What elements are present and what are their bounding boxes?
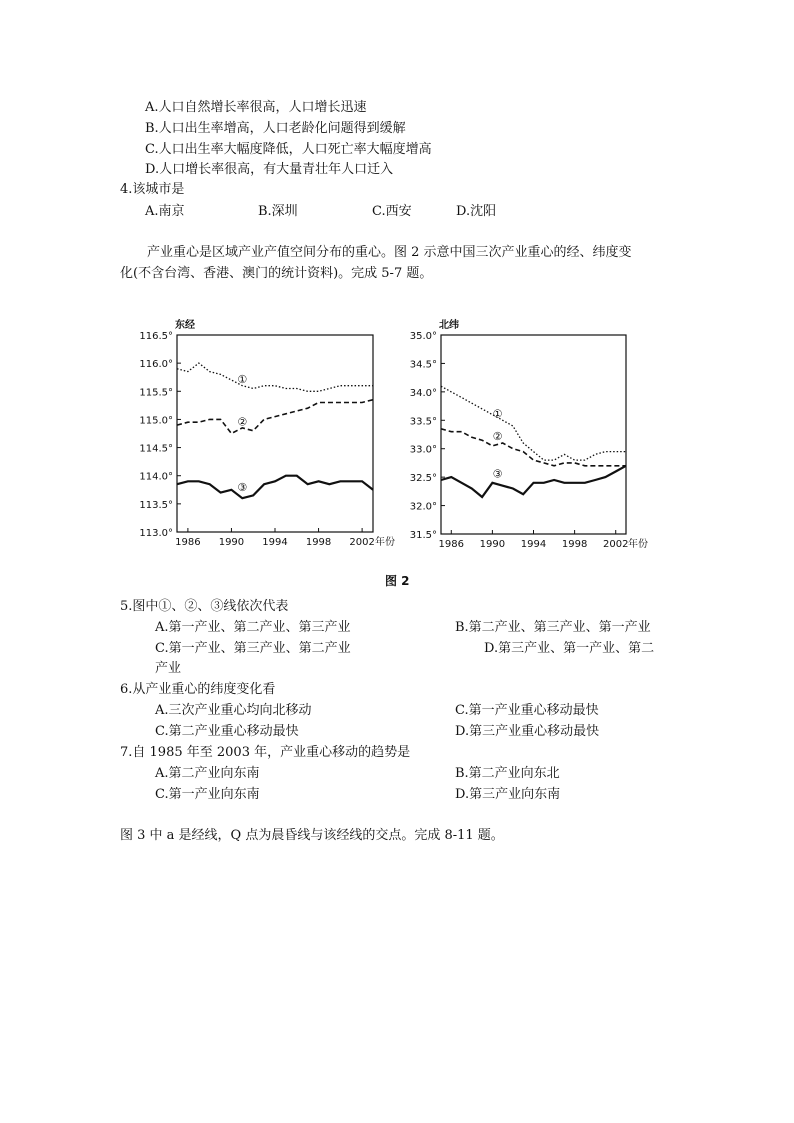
- lat-series-marker: ②: [492, 430, 503, 444]
- lat-ytick-label: 33.0°: [409, 444, 437, 456]
- lon-ytick-label: 115.5°: [139, 387, 173, 399]
- lat-xtick-label: 1998: [561, 539, 588, 550]
- q5-stem: 5.图中①、②、③线依次代表: [120, 599, 289, 614]
- lon-frame: [177, 335, 373, 532]
- lat-frame: [441, 335, 626, 534]
- intro-5-7-line1: 产业重心是区域产业产值空间分布的重心。图 2 示意中国三次产业重心的经、纬度变: [147, 245, 632, 260]
- q4-option-c: C.西安: [372, 204, 412, 219]
- q7-option-c: C.第一产业向东南: [155, 787, 260, 802]
- lat-xtick-label: 1986: [438, 539, 465, 550]
- q5-option-d-cont: 产业: [155, 661, 182, 676]
- q7-stem: 7.自 1985 年至 2003 年，产业重心移动的趋势是: [120, 745, 411, 760]
- lat-ytick-label: 35.0°: [409, 331, 437, 342]
- lon-ytick-label: 115.0°: [139, 415, 173, 427]
- lat-ytick-label: 34.5°: [409, 359, 437, 371]
- lat-x-label: 年份: [628, 539, 648, 550]
- lon-xtick-label: 1994: [262, 537, 288, 548]
- lat-series-marker: ①: [492, 407, 503, 421]
- lat-xtick-label: 1994: [520, 539, 547, 550]
- lon-ytick-label: 116.0°: [139, 359, 173, 371]
- q6-option-c2: C.第二产业重心移动最快: [155, 724, 299, 739]
- q5-option-c: C.第一产业、第三产业、第二产业: [155, 641, 351, 656]
- lon-ytick-label: 116.5°: [139, 331, 173, 342]
- lat-series-2: [441, 429, 626, 466]
- q3-option-d: D.人口增长率很高，有大量青壮年人口迁入: [145, 162, 394, 177]
- lon-ytick-label: 114.5°: [139, 443, 173, 455]
- lon-series-3: [177, 476, 373, 499]
- latitude-chart: [410, 318, 648, 550]
- lon-series-marker: ①: [237, 372, 248, 386]
- lon-xtick-label: 2002: [349, 537, 375, 548]
- lon-xtick-label: 1986: [175, 537, 201, 548]
- q7-option-d: D.第三产业向东南: [455, 787, 561, 802]
- q4-option-d: D.沈阳: [456, 204, 497, 219]
- lon-ytick-label: 113.0°: [139, 528, 173, 539]
- longitude-chart: [139, 318, 395, 548]
- lat-ytick-label: 33.5°: [409, 416, 437, 428]
- q3-option-c: C.人口出生率大幅度降低，人口死亡率大幅度增高: [145, 142, 432, 157]
- q6-stem: 6.从产业重心的纬度变化看: [120, 682, 276, 697]
- lon-series-2: [177, 400, 373, 434]
- q4-option-a: A.南京: [145, 204, 185, 219]
- lat-ytick-label: 31.5°: [409, 530, 437, 541]
- q7-option-b: B.第二产业向东北: [455, 766, 560, 781]
- lat-ytick-label: 34.0°: [409, 387, 437, 399]
- lat-ytick-label: 32.0°: [409, 501, 437, 513]
- lon-series-marker: ③: [237, 480, 248, 494]
- lat-series-1: [441, 386, 626, 460]
- lat-xtick-label: 2002: [602, 539, 629, 550]
- q3-option-a: A.人口自然增长率很高，人口增长迅速: [145, 100, 367, 115]
- lon-series-marker: ②: [237, 415, 248, 429]
- q6-option-d: D.第三产业重心移动最快: [455, 724, 600, 739]
- lon-ytick-label: 114.0°: [139, 471, 173, 483]
- q4-option-b: B.深圳: [258, 204, 298, 219]
- lon-axis-label: 东经: [175, 320, 195, 331]
- q5-option-a: A.第一产业、第二产业、第三产业: [155, 620, 351, 635]
- lon-x-label: 年份: [375, 537, 395, 548]
- q6-option-c: C.第一产业重心移动最快: [455, 703, 599, 718]
- lat-xtick-label: 1990: [479, 539, 506, 550]
- lon-ytick-label: 113.5°: [139, 499, 173, 511]
- lon-xtick-label: 1998: [305, 537, 332, 548]
- q6-option-a: A.三次产业重心均向北移动: [155, 703, 312, 718]
- figure-2-caption: 图 2: [385, 574, 410, 588]
- figure-2: [0, 305, 794, 605]
- intro-8-11: 图 3 中 a 是经线，Q 点为晨昏线与该经线的交点。完成 8-11 题。: [120, 828, 504, 843]
- q4-stem: 4.该城市是: [120, 182, 185, 197]
- lon-series-1: [177, 363, 373, 391]
- q7-option-a: A.第二产业向东南: [155, 766, 260, 781]
- lat-ytick-label: 32.5°: [409, 473, 437, 485]
- lat-axis-label: 北纬: [439, 320, 459, 331]
- intro-5-7-line2: 化(不含台湾、香港、澳门的统计资料)。完成 5-7 题。: [120, 266, 433, 281]
- lat-series-marker: ③: [492, 467, 503, 481]
- q3-option-b: B.人口出生率增高，人口老龄化问题得到缓解: [145, 121, 406, 136]
- lon-xtick-label: 1990: [218, 537, 245, 548]
- q5-option-b: B.第二产业、第三产业、第一产业: [455, 620, 651, 635]
- lat-series-3: [441, 466, 626, 497]
- q5-option-d: D.第三产业、第一产业、第二: [484, 641, 655, 656]
